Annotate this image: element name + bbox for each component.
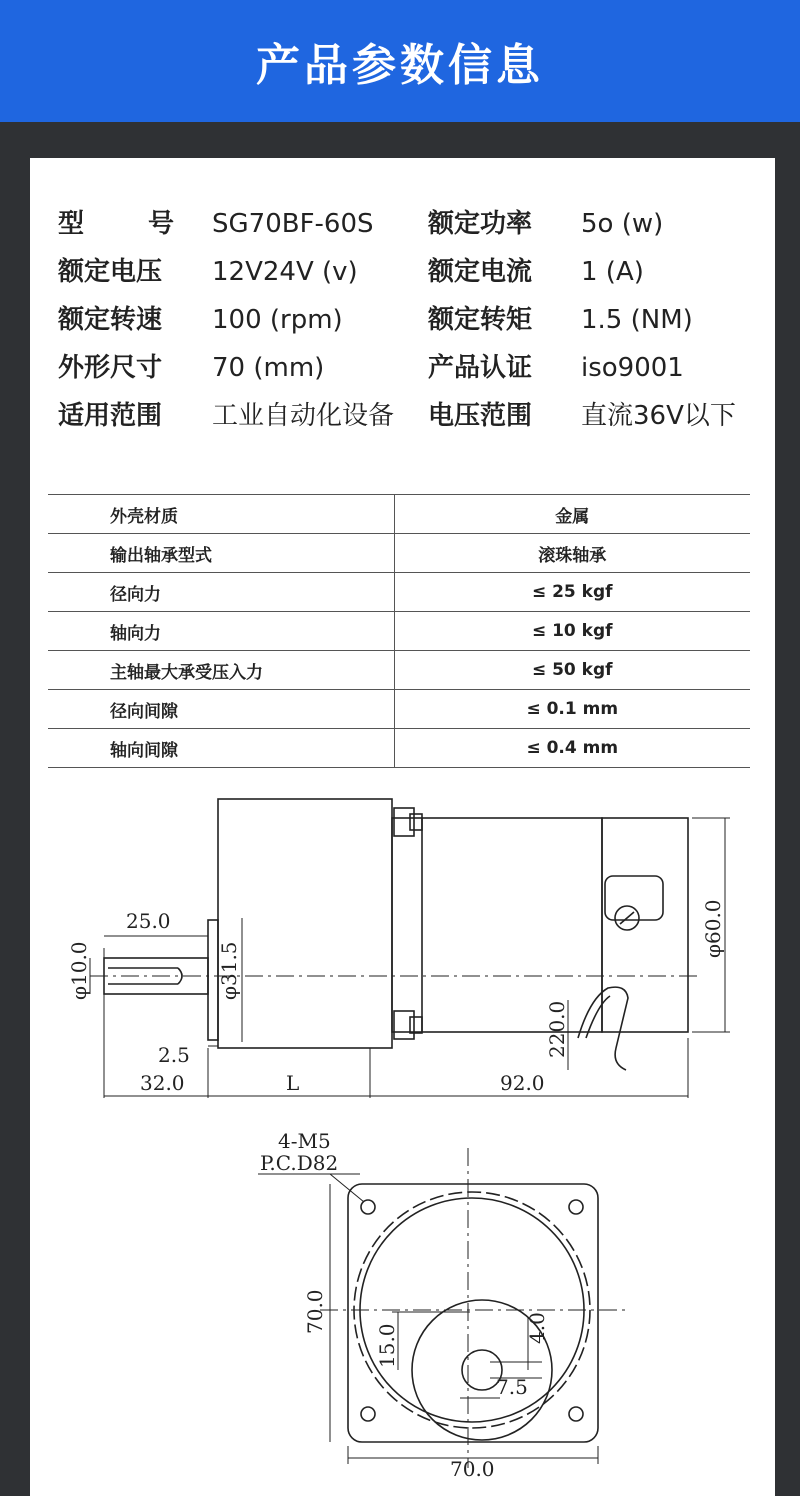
dim-flange-offset: 2.5 (158, 1043, 190, 1067)
bolt (394, 808, 414, 836)
table-key: 径向间隙 (48, 690, 394, 729)
table-value: 滚珠轴承 (394, 534, 750, 573)
dim-key-b: 4.0 (525, 1312, 549, 1344)
spec-value: 直流36V以下 (581, 401, 736, 431)
dim-screw: 4-M5 (278, 1129, 331, 1153)
dim-key-c: 7.5 (496, 1375, 528, 1399)
dim-body-length: L (286, 1071, 300, 1095)
dim-height: 70.0 (303, 1289, 327, 1334)
motor-body (392, 818, 602, 1032)
dim-shaft-length: 25.0 (126, 909, 171, 933)
table-value: ≤ 50 kgf (394, 651, 750, 690)
mount-hole (361, 1407, 375, 1421)
spec-value: SG70BF-60S (212, 209, 374, 239)
dim-motor-dia: φ60.0 (701, 899, 725, 958)
dim-shaft-dia: φ10.0 (67, 941, 91, 1000)
header-banner (0, 0, 800, 122)
side-dimensions (67, 899, 725, 1095)
mount-hole (569, 1407, 583, 1421)
spec-value: 12V24V (v) (212, 257, 358, 287)
spec-value: iso9001 (581, 353, 684, 383)
table-key: 轴向间隙 (48, 729, 394, 768)
bolt (394, 1011, 414, 1039)
spec-value: 工业自动化设备 (212, 401, 395, 431)
spec-value: 5o (w) (581, 209, 664, 239)
dim-width: 70.0 (450, 1457, 495, 1481)
spec-label-model: 型 号 (58, 209, 174, 239)
table-value: 金属 (394, 495, 750, 534)
gearbox-body (218, 799, 392, 1048)
table-value: ≤ 0.1 mm (394, 690, 750, 729)
terminal-box (605, 876, 663, 920)
motor-end-cap (602, 818, 688, 1032)
dim-motor-length: 92.0 (500, 1071, 545, 1095)
spec-value: 70 (mm) (212, 353, 325, 383)
cable (578, 987, 628, 1070)
spec-label: 额定功率 (428, 209, 533, 239)
spec-label: 额定电压 (58, 257, 163, 287)
table-key: 主轴最大承受压入力 (48, 651, 394, 690)
dim-cable-length: 220.0 (545, 1000, 569, 1058)
table-key: 轴向力 (48, 612, 394, 651)
mount-hole (569, 1200, 583, 1214)
table-key: 输出轴承型式 (48, 534, 394, 573)
spec-value: 1.5 (NM) (581, 305, 693, 335)
spec-label: 额定转速 (58, 305, 163, 335)
spec-label: 外形尺寸 (58, 353, 163, 383)
page-title: 产品参数信息 (256, 40, 544, 91)
dim-key-a: 15.0 (375, 1323, 399, 1368)
front-dimensions (260, 1129, 549, 1481)
spec-label: 适用范围 (58, 401, 163, 431)
mount-hole (361, 1200, 375, 1214)
technical-drawing (30, 158, 775, 1496)
spec-label: 额定转矩 (428, 305, 533, 335)
table-key: 外壳材质 (48, 495, 394, 534)
spec-value: 100 (rpm) (212, 305, 343, 335)
spec-label: 额定电流 (428, 257, 533, 287)
spec-label: 产品认证 (428, 353, 533, 383)
dim-front-length: 32.0 (140, 1071, 185, 1095)
dim-pcd: P.C.D82 (260, 1151, 339, 1175)
table-value: ≤ 25 kgf (394, 573, 750, 612)
table-value: ≤ 10 kgf (394, 612, 750, 651)
dim-boss-dia: φ31.5 (217, 941, 241, 1000)
spec-value: 1 (A) (581, 257, 644, 287)
table-key: 径向力 (48, 573, 394, 612)
table-value: ≤ 0.4 mm (394, 729, 750, 768)
spec-label: 电压范围 (428, 401, 533, 431)
front-flange (348, 1184, 598, 1442)
content-panel (30, 158, 775, 1496)
